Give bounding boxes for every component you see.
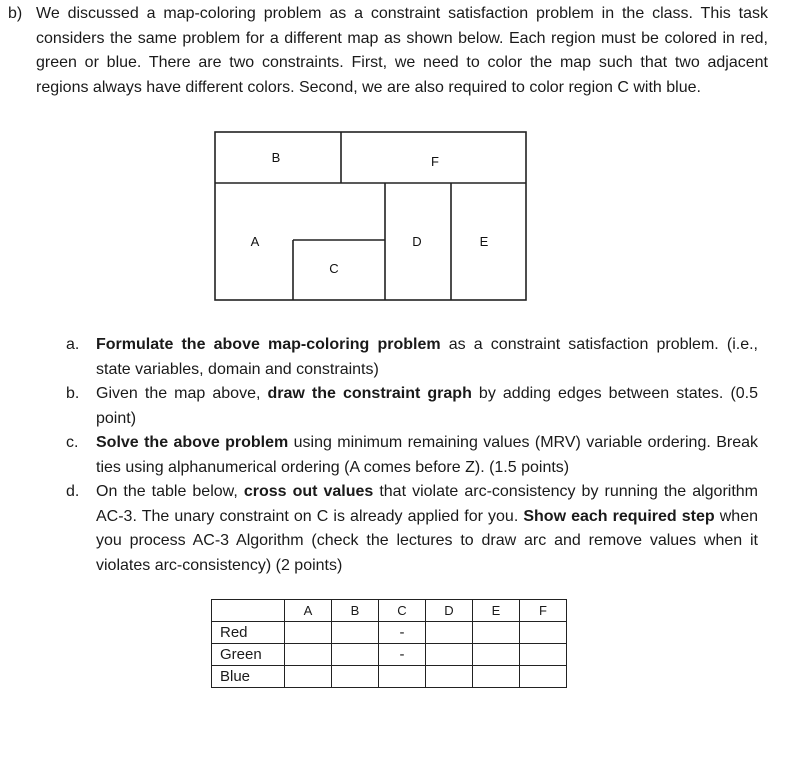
question-list: [66, 333, 758, 578]
region-label-e: E: [479, 234, 489, 249]
table-header-f: F: [520, 600, 567, 622]
table-row: [212, 666, 567, 688]
region-label-d: D: [412, 234, 422, 249]
table-cell: [520, 644, 567, 666]
region-label-c: C: [329, 261, 339, 276]
question-label: a.: [66, 336, 80, 353]
question-bold: Solve the above problem: [96, 434, 289, 451]
table-cell: [426, 644, 473, 666]
part-label: b): [8, 5, 23, 22]
question-text: by adding edges between states. (0.5 point): [96, 385, 759, 427]
table-cell: [473, 622, 520, 644]
table-cell: -: [379, 644, 426, 666]
question-bold: Formulate the above map-coloring problem: [96, 336, 441, 353]
table-header-a: A: [285, 600, 332, 622]
table-header-c: C: [379, 600, 426, 622]
table-row: [212, 644, 567, 666]
table-cell: [332, 622, 379, 644]
region-label-b: B: [271, 150, 281, 165]
row-label-blue: Blue: [212, 666, 285, 688]
question-b: [66, 382, 758, 431]
table-cell: [520, 666, 567, 688]
question-label: d.: [66, 483, 80, 500]
question-d: [66, 480, 758, 578]
table-cell: [473, 644, 520, 666]
question-label: b.: [66, 385, 80, 402]
region-label-a: A: [250, 234, 260, 249]
table-cell: [332, 666, 379, 688]
map-outer-border: [215, 132, 526, 300]
table-cell: [426, 666, 473, 688]
table-cell: [285, 622, 332, 644]
table-cell: [426, 622, 473, 644]
ac3-domain-table: [211, 599, 567, 688]
question-text: using minimum remaining values (MRV) variable ordering. Break ties using alphanumerical ordering (A comes before Z). (1.5 points): [96, 434, 758, 476]
table-corner-cell: [212, 600, 285, 622]
row-label-green: Green: [212, 644, 285, 666]
table-cell: [285, 644, 332, 666]
table-row: [212, 622, 567, 644]
question-label: c.: [66, 434, 79, 451]
intro-text: We discussed a map-coloring problem as a constraint satisfaction problem in the class. This task considers the same problem for a different map as shown below. Each region must be colored in red, green or blue. There are two constraints. First, we need to color the map such that two adjacent regions always have different colors. Second, we are also required to color region C with blue.: [36, 5, 768, 96]
question-text: On the table below,: [96, 483, 244, 500]
question-text: Given the map above,: [96, 385, 268, 402]
question-a: [66, 333, 758, 382]
question-text: as a constraint satisfaction problem. (i.e., state variables, domain and constraints): [96, 336, 758, 378]
table-header-b: B: [332, 600, 379, 622]
table-cell: [520, 622, 567, 644]
table-cell: [285, 666, 332, 688]
table-header-d: D: [426, 600, 473, 622]
question-text: that violate arc-consistency by running the algorithm AC-3. The unary constraint on C is already applied for you.: [96, 483, 758, 525]
region-label-f: F: [431, 154, 439, 169]
question-c: [66, 431, 758, 480]
table-cell: -: [379, 622, 426, 644]
table-header-e: E: [473, 600, 520, 622]
table-cell: [379, 666, 426, 688]
question-bold: draw the constraint graph: [267, 385, 472, 402]
question-bold: Show each required step: [523, 507, 715, 525]
row-label-red: Red: [212, 622, 285, 644]
table-cell: [332, 644, 379, 666]
table-header-row: [212, 600, 567, 622]
table-cell: [473, 666, 520, 688]
question-bold: cross out values: [243, 483, 374, 500]
question-text: when you process AC-3 Algorithm (check the lectures to draw arc and remove values when it violates arc-consistency) (2 points): [96, 507, 758, 574]
